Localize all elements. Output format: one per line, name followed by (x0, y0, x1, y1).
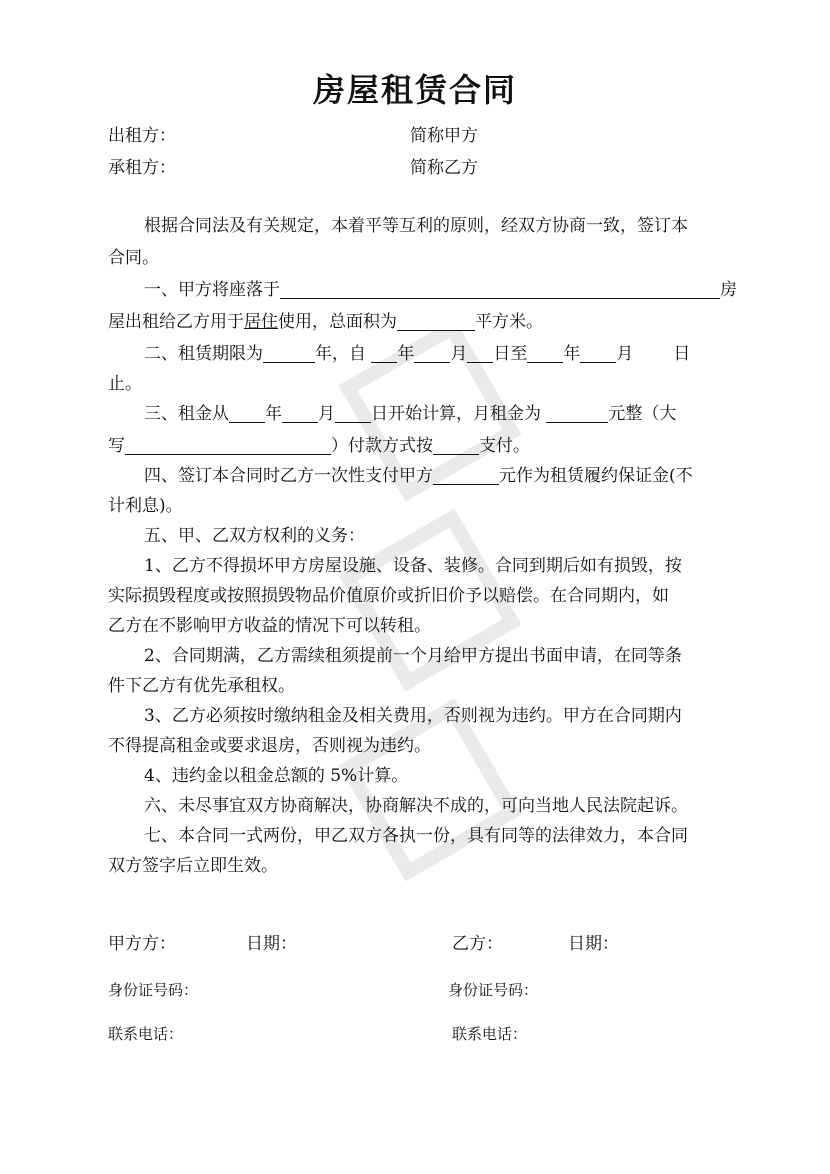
clause-3-text-g: ）付款方式按 (331, 436, 433, 456)
clause-2-line-2: 止。 (108, 374, 142, 394)
clause-5-2-line-1: 2、合同期满，乙方需续租须提前一个月给甲方提出书面申请，在同等条 (144, 646, 682, 666)
party-a-signature-label: 甲方方： (108, 934, 176, 954)
clause-1-text-f: 平方米。 (475, 312, 543, 332)
party-b-phone-label: 联系电话： (452, 1025, 528, 1043)
start-year-blank (371, 344, 397, 363)
clause-3-line-1 (144, 402, 676, 426)
rent-start-month-blank (282, 404, 318, 423)
start-month-blank (414, 344, 450, 363)
party-b-signature-label: 乙方： (452, 934, 503, 954)
clause-5-4: 4、违约金以租金总额的 5%计算。 (144, 766, 409, 786)
clause-1-line-2 (108, 310, 543, 334)
clause-3-text-e: 元整（大 (608, 404, 677, 424)
end-year-blank (527, 344, 563, 363)
party-b-id-label: 身份证号码： (448, 981, 539, 999)
start-day-blank (467, 344, 493, 363)
lessor-label: 出租方： (108, 126, 176, 146)
clause-4-text-b: 元作为租赁履约保证金(不 (499, 466, 693, 486)
clause-3-text-h: 支付。 (479, 436, 530, 456)
clause-2-text-g: 月 (616, 344, 634, 364)
lessee-short: 简称乙方 (410, 158, 478, 178)
clause-4-text-a: 四、签订本合同时乙方一次性支付甲方 (144, 466, 433, 486)
clause-2-text-e: 日至 (493, 344, 528, 364)
monthly-rent-blank (546, 404, 608, 423)
clause-4-line-2: 计利息)。 (108, 496, 183, 516)
clause-1-text: 一、甲方将座落于 (144, 280, 280, 300)
intro-line-2: 合同。 (108, 248, 159, 268)
clause-6: 六、未尽事宜双方协商解决，协商解决不成的，可向当地人民法院起诉。 (144, 796, 688, 816)
deposit-blank (433, 466, 499, 485)
clause-2-text-a: 二、租赁期限为 (144, 344, 263, 364)
payment-method-blank (433, 436, 479, 455)
clause-1-text-b: 房 (720, 280, 737, 300)
clause-5-1-line-2: 实际损毁程度或按照损毁物品价值原价或折旧价予以赔偿。在合同期内，如 (108, 586, 669, 606)
clause-2-text-h: 日 (673, 344, 691, 364)
clause-1-line-1 (144, 278, 737, 302)
term-years-blank (263, 344, 315, 363)
rent-in-words-blank (125, 436, 331, 455)
area-blank (397, 312, 475, 331)
party-a-phone-label: 联系电话： (108, 1025, 184, 1043)
clause-5-1-line-1: 1、乙方不得损坏甲方房屋设施、设备、装修。合同到期后如有损毁，按 (144, 556, 682, 576)
clause-3-text-f: 写 (108, 436, 125, 456)
party-a-date-label: 日期： (246, 934, 297, 954)
clause-7-line-1: 七、本合同一式两份，甲乙双方各执一份，具有同等的法律效力，本合同 (144, 826, 688, 846)
clause-1-text-e: 使用，总面积为 (278, 312, 397, 332)
clause-5-2-line-2: 件下乙方有优先承租权。 (108, 676, 295, 696)
clause-5-3-line-1: 3、乙方必须按时缴纳租金及相关费用，否则视为违约。甲方在合同期内 (144, 706, 682, 726)
clause-4-line-1 (144, 464, 693, 488)
clause-3-text-b: 年 (265, 404, 282, 424)
clause-1-text-c: 屋出租给乙方用于 (108, 312, 244, 332)
lessor-short: 简称甲方 (410, 126, 478, 146)
clause-2-text-c: 年 (397, 344, 415, 364)
rent-start-year-blank (229, 404, 265, 423)
clause-3-text-d: 日开始计算，月租金为 (371, 404, 541, 424)
end-month-blank (580, 344, 616, 363)
lessee-label: 承租方： (108, 158, 176, 178)
party-b-date-label: 日期： (568, 934, 619, 954)
clause-5-3-line-2: 不得提高租金或要求退房，否则视为违约。 (108, 736, 431, 756)
usage-value: 居住 (244, 312, 278, 332)
clause-5-1-line-3: 乙方在不影响甲方收益的情况下可以转租。 (108, 616, 431, 636)
clause-2-text-d: 月 (450, 344, 468, 364)
party-a-id-label: 身份证号码： (108, 981, 199, 999)
clause-7-line-2: 双方签字后立即生效。 (108, 856, 278, 876)
rent-start-day-blank (335, 404, 371, 423)
clause-2-line-1 (144, 342, 690, 366)
clause-2-text-f: 年 (563, 344, 581, 364)
clause-5-heading: 五、甲、乙双方权利的义务： (144, 526, 365, 546)
clause-3-text-c: 月 (318, 404, 335, 424)
address-blank (280, 280, 720, 299)
intro-line-1: 根据合同法及有关规定，本着平等互利的原则，经双方协商一致，签订本 (144, 216, 688, 236)
clause-3-line-2 (108, 434, 530, 458)
clause-3-text-a: 三、租金从 (144, 404, 229, 424)
clause-2-text-b: 年，自 (315, 344, 366, 364)
document-title: 房屋租赁合同 (312, 71, 517, 109)
